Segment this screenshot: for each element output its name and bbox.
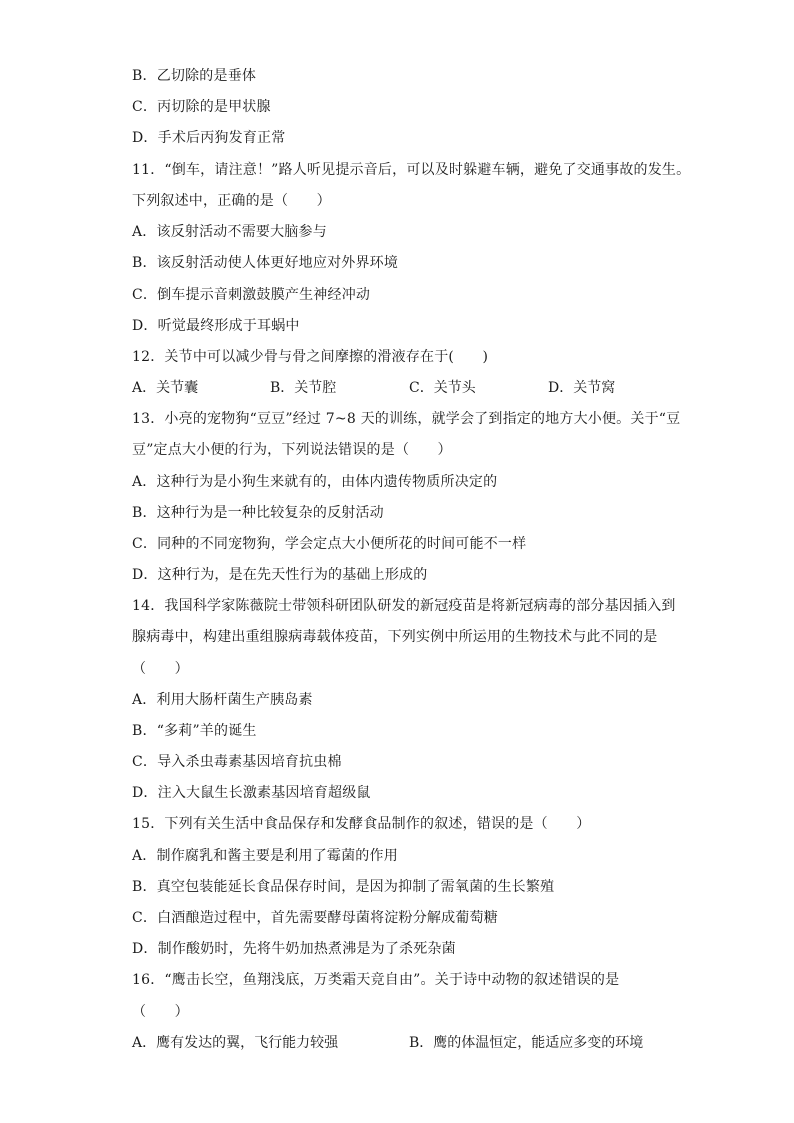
- q10-option-b: B．乙切除的是垂体: [132, 68, 257, 84]
- q16-stem-line2: （ ）: [132, 1004, 189, 1020]
- q11-option-b: B．该反射活动使人体更好地应对外界环境: [132, 255, 399, 271]
- q10-option-d: D．手术后丙狗发育正常: [132, 130, 286, 146]
- q14-option-a: A．利用大肠杆菌生产胰岛素: [132, 692, 313, 708]
- q12-stem: 12．关节中可以减少骨与骨之间摩擦的滑液存在于( ): [132, 349, 489, 365]
- q11-stem-line1: 11．“倒车，请注意！”路人听见提示音后，可以及时躲避车辆，避免了交通事故的发生。: [132, 162, 691, 178]
- q11-option-a: A．该反射活动不需要大脑参与: [132, 224, 327, 240]
- q10-option-c: C．丙切除的是甲状腺: [132, 99, 271, 115]
- q12-option-a: A．关节囊: [132, 380, 199, 396]
- q13-option-a: A．这种行为是小狗生来就有的，由体内遗传物质所决定的: [132, 474, 498, 490]
- q12-option-c: C．关节头: [409, 380, 476, 396]
- q13-option-b: B．这种行为是一种比较复杂的反射活动: [132, 505, 384, 521]
- q14-stem-line1: 14．我国科学家陈薇院士带领科研团队研发的新冠疫苗是将新冠病毒的部分基因插入到: [132, 598, 676, 614]
- q13-stem-line1: 13．小亮的宠物狗“豆豆”经过 7~8 天的训练，就学会了到指定的地方大小便。关于“豆: [132, 411, 681, 427]
- q12-option-b: B．关节腔: [270, 380, 337, 396]
- q14-stem-line3: （ ）: [132, 661, 189, 677]
- q13-stem-line2: 豆”定点大小便的行为，下列说法错误的是（ ）: [132, 442, 452, 458]
- q15-option-b: B．真空包装能延长食品保存时间，是因为抑制了需氧菌的生长繁殖: [132, 879, 555, 895]
- q15-option-c: C．白酒酿造过程中，首先需要酵母菌将淀粉分解成葡萄糖: [132, 910, 498, 926]
- q11-option-c: C．倒车提示音刺激鼓膜产生神经冲动: [132, 287, 371, 303]
- q14-option-b: B．“多莉”羊的诞生: [132, 723, 257, 739]
- q14-stem-line2: 腺病毒中，构建出重组腺病毒载体疫苗，下列实例中所运用的生物技术与此不同的是: [132, 629, 658, 645]
- q15-option-d: D．制作酸奶时，先将牛奶加热煮沸是为了杀死杂菌: [132, 941, 456, 957]
- q13-option-c: C．同种的不同宠物狗，学会定点大小便所花的时间可能不一样: [132, 536, 527, 552]
- q15-stem: 15．下列有关生活中食品保存和发酵食品制作的叙述，错误的是（ ）: [132, 816, 591, 832]
- q12-option-d: D．关节窝: [548, 380, 616, 396]
- q16-stem-line1: 16．“鹰击长空，鱼翔浅底，万类霜天竞自由”。关于诗中动物的叙述错误的是: [132, 972, 620, 988]
- q16-option-b: B．鹰的体温恒定，能适应多变的环境: [409, 1035, 644, 1051]
- q16-option-a: A．鹰有发达的翼，飞行能力较强: [132, 1035, 339, 1051]
- q13-option-d: D．这种行为，是在先天性行为的基础上形成的: [132, 567, 428, 583]
- q14-option-d: D．注入大鼠生长激素基因培育超级鼠: [132, 785, 371, 801]
- q15-option-a: A．制作腐乳和酱主要是利用了霉菌的作用: [132, 848, 398, 864]
- q11-stem-line2: 下列叙述中，正确的是（ ）: [132, 193, 331, 209]
- q14-option-c: C．导入杀虫毒素基因培育抗虫棉: [132, 754, 342, 770]
- q11-option-d: D．听觉最终形成于耳蜗中: [132, 318, 300, 334]
